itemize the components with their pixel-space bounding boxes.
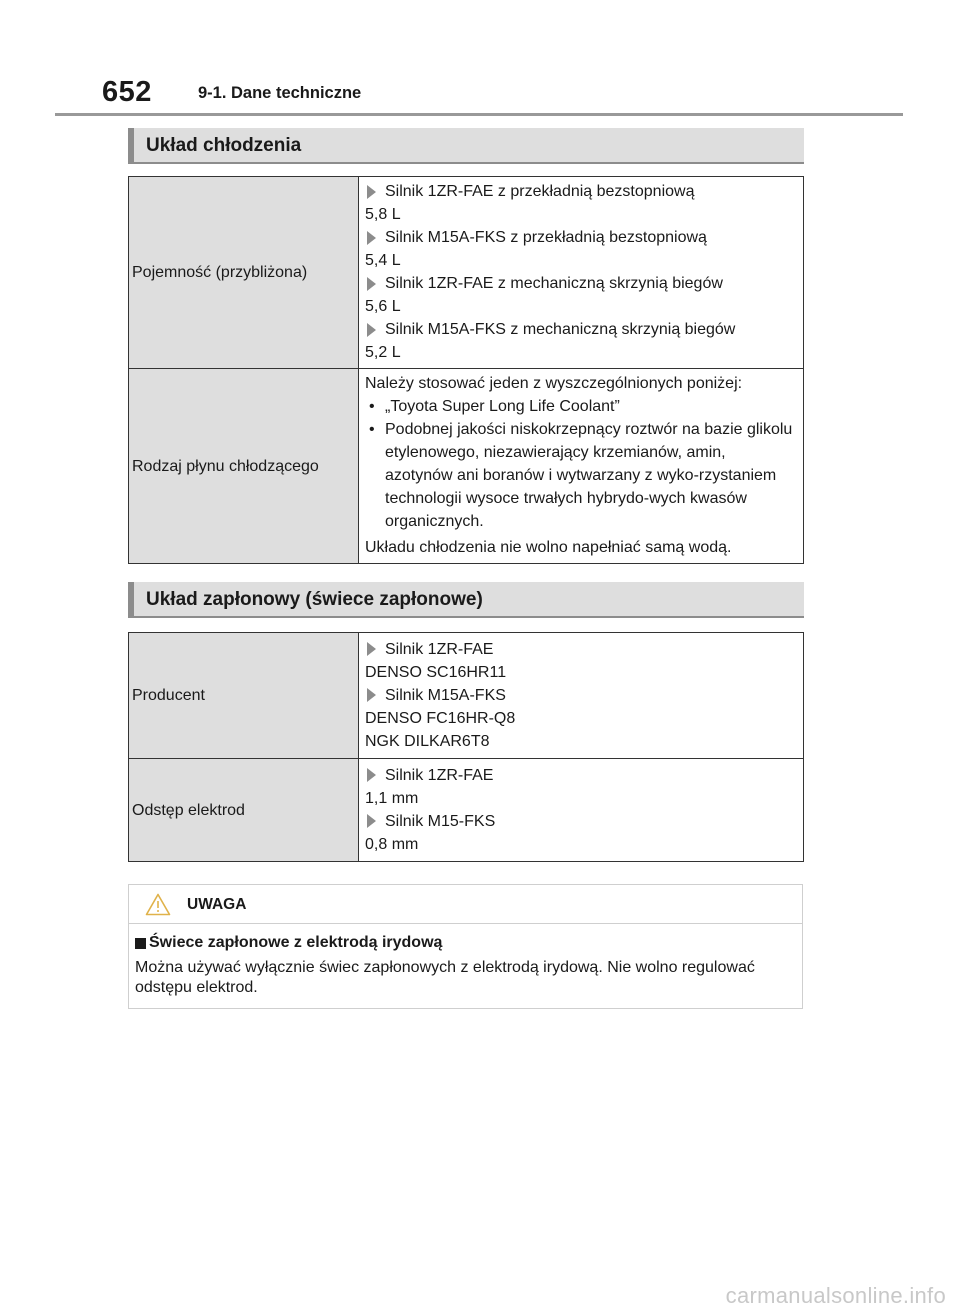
gap-label: Odstęp elektrod xyxy=(129,759,359,862)
cooling-section-title: Układ chłodzenia xyxy=(146,135,302,156)
manufacturer-engine-2-plug-1: DENSO FC16HR-Q8 xyxy=(365,709,516,727)
manufacturer-engine-2-label: Silnik M15A-FKS xyxy=(385,686,506,704)
gap-engine-2-value: 0,8 mm xyxy=(365,835,419,853)
capacity-engine-4 xyxy=(365,318,797,341)
capacity-engine-1 xyxy=(365,180,797,203)
capacity-label: Pojemność (przybliżona) xyxy=(129,177,359,369)
ignition-section-heading xyxy=(128,582,804,618)
warning-title: UWAGA xyxy=(187,896,247,913)
coolant-values xyxy=(359,369,804,564)
arrow-icon xyxy=(367,768,376,782)
capacity-engine-4-label: Silnik M15A-FKS z mechaniczną skrzynią biegów xyxy=(385,321,736,338)
cooling-spec-table xyxy=(128,176,804,564)
manufacturer-engine-1 xyxy=(365,638,797,661)
manufacturer-engine-1-plug: DENSO SC16HR11 xyxy=(365,663,507,681)
capacity-engine-3-label: Silnik 1ZR-FAE z mechaniczną skrzynią biegów xyxy=(385,275,723,292)
coolant-intro: Należy stosować jeden z wyszczególnionych poniżej: xyxy=(365,375,743,392)
warning-subtitle: Świece zapłonowe z elektrodą irydową xyxy=(149,934,443,951)
capacity-values xyxy=(359,177,804,369)
capacity-value-3: 5,6 L xyxy=(365,298,401,315)
arrow-icon xyxy=(367,814,376,828)
coolant-row xyxy=(129,369,804,564)
manufacturer-engine-2-plug-2: NGK DILKAR6T8 xyxy=(365,732,490,750)
gap-row xyxy=(129,759,804,862)
coolant-option-2: • Podobnej jakości niskokrzepnący roztwór na bazie glikolu etylenowego, niezawierający krzemianów, amin, azotynów ani boranów i wytwarzany z wyko-rzystaniem technologii wysoce trwałych hybrydo-wych kwasów organicznych. xyxy=(365,418,797,533)
section-label: 9-1. Dane techniczne xyxy=(198,84,362,102)
capacity-engine-2-label: Silnik M15A-FKS z przekładnią bezstopniową xyxy=(385,229,707,246)
arrow-icon xyxy=(367,231,376,245)
coolant-options-list xyxy=(365,395,797,533)
page-header xyxy=(102,76,902,116)
gap-engine-1 xyxy=(365,764,797,787)
page-number: 652 xyxy=(102,76,152,108)
gap-engine-2-label: Silnik M15-FKS xyxy=(385,812,496,830)
capacity-engine-1-label: Silnik 1ZR-FAE z przekładnią bezstopniową xyxy=(385,183,695,200)
coolant-note: Układu chłodzenia nie wolno napełniać samą wodą. xyxy=(365,539,732,556)
manufacturer-values xyxy=(359,633,804,759)
warning-body xyxy=(135,933,790,998)
cooling-section-heading xyxy=(128,128,804,164)
gap-engine-1-label: Silnik 1ZR-FAE xyxy=(385,766,494,784)
arrow-icon xyxy=(367,642,376,656)
gap-values xyxy=(359,759,804,862)
header-divider xyxy=(55,113,903,116)
ignition-spec-table xyxy=(128,632,804,862)
warning-text: Można używać wyłącznie świec zapłonowych z elektrodą irydową. Nie wolno regulować odstępu elektrod. xyxy=(135,959,755,996)
arrow-icon xyxy=(367,185,376,199)
warning-box xyxy=(128,884,803,1009)
manufacturer-row xyxy=(129,633,804,759)
capacity-value-4: 5,2 L xyxy=(365,344,401,361)
warning-triangle-icon xyxy=(145,893,171,916)
capacity-row xyxy=(129,177,804,369)
coolant-label: Rodzaj płynu chłodzącego xyxy=(129,369,359,564)
arrow-icon xyxy=(367,688,376,702)
capacity-engine-3 xyxy=(365,272,797,295)
capacity-value-2: 5,4 L xyxy=(365,252,401,269)
watermark: carmanualsonline.info xyxy=(725,1283,946,1308)
warning-header xyxy=(129,885,802,924)
gap-engine-1-value: 1,1 mm xyxy=(365,789,419,807)
capacity-value-1: 5,8 L xyxy=(365,206,401,223)
ignition-section-title: Układ zapłonowy (świece zapłonowe) xyxy=(146,589,483,610)
square-bullet-icon xyxy=(135,938,146,949)
manufacturer-engine-2 xyxy=(365,684,797,707)
arrow-icon xyxy=(367,323,376,337)
arrow-icon xyxy=(367,277,376,291)
manufacturer-label: Producent xyxy=(129,633,359,759)
coolant-option-1: • „Toyota Super Long Life Coolant” xyxy=(365,395,797,418)
warning-subtitle-row xyxy=(135,933,790,953)
gap-engine-2 xyxy=(365,810,797,833)
manufacturer-engine-1-label: Silnik 1ZR-FAE xyxy=(385,640,494,658)
capacity-engine-2 xyxy=(365,226,797,249)
